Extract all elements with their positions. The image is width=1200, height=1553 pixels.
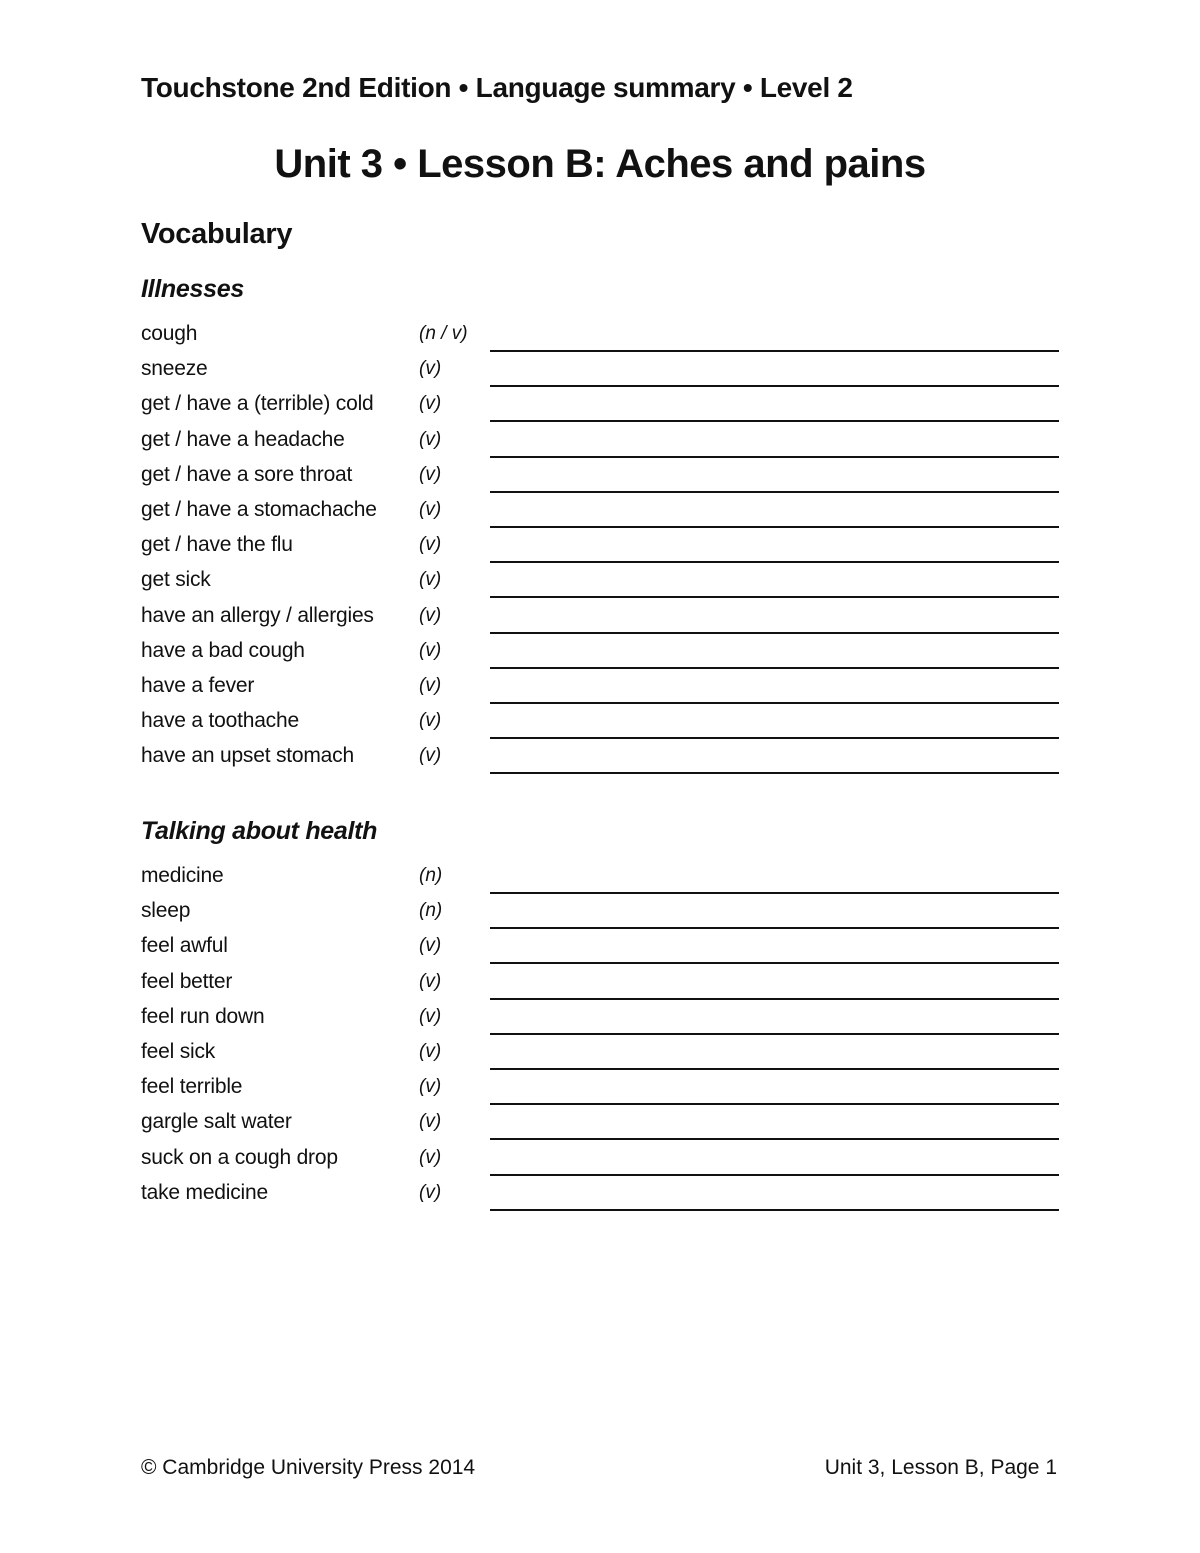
vocab-term: feel run down (141, 1004, 265, 1028)
vocab-row (141, 461, 1059, 496)
vocab-list-talking-about-health (141, 862, 1059, 1214)
part-of-speech: (v) (419, 1111, 442, 1133)
vocab-row (141, 968, 1059, 1003)
vocab-term: have an upset stomach (141, 744, 354, 768)
part-of-speech: (v) (419, 393, 442, 415)
vocab-term: have a bad cough (141, 638, 305, 662)
vocab-term: get / have a sore throat (141, 462, 353, 486)
vocab-term: get / have a stomachache (141, 497, 377, 521)
vocab-row (141, 897, 1059, 932)
answer-input[interactable] (490, 483, 1059, 493)
answer-input[interactable] (490, 1201, 1059, 1211)
vocab-term: sleep (141, 899, 191, 923)
vocab-term: feel better (141, 969, 233, 993)
answer-input[interactable] (490, 1130, 1059, 1140)
vocab-list-illnesses (141, 320, 1059, 777)
lesson-title: Unit 3 • Lesson B: Aches and pains (274, 142, 926, 186)
part-of-speech: (v) (419, 569, 442, 591)
answer-input[interactable] (490, 1166, 1059, 1176)
vocab-term: gargle salt water (141, 1110, 292, 1134)
part-of-speech: (v) (419, 463, 442, 485)
answer-input[interactable] (490, 1025, 1059, 1035)
answer-input[interactable] (490, 377, 1059, 387)
answer-input[interactable] (490, 729, 1059, 739)
vocab-term: get / have the flu (141, 533, 293, 557)
vocab-term: have a toothache (141, 709, 299, 733)
vocab-term: medicine (141, 864, 224, 887)
answer-input[interactable] (490, 624, 1059, 634)
vocab-term: suck on a cough drop (141, 1145, 338, 1169)
part-of-speech: (v) (419, 358, 442, 380)
part-of-speech: (v) (419, 745, 442, 767)
part-of-speech: (v) (419, 1005, 442, 1027)
answer-input[interactable] (490, 919, 1059, 929)
vocab-row (141, 566, 1059, 601)
group-heading-talking-about-health: Talking about health (141, 817, 378, 845)
part-of-speech: (n / v) (419, 323, 468, 344)
vocab-row (141, 932, 1059, 967)
answer-input[interactable] (490, 518, 1059, 528)
answer-input[interactable] (490, 412, 1059, 422)
vocab-row (141, 672, 1059, 707)
vocab-row (141, 862, 1059, 897)
part-of-speech: (v) (419, 639, 442, 661)
page-reference: Unit 3, Lesson B, Page 1 (824, 1456, 1057, 1479)
vocab-term: cough (141, 322, 198, 345)
answer-input[interactable] (490, 764, 1059, 774)
answer-input[interactable] (490, 1060, 1059, 1070)
copyright-text: © Cambridge University Press 2014 (141, 1456, 476, 1479)
vocab-term: get / have a (terrible) cold (141, 392, 374, 416)
vocab-row (141, 1038, 1059, 1073)
vocab-row (141, 1179, 1059, 1214)
vocab-term: feel awful (141, 934, 228, 958)
vocab-term: feel terrible (141, 1075, 243, 1099)
vocab-row (141, 602, 1059, 637)
vocab-row (141, 1108, 1059, 1143)
answer-input[interactable] (490, 694, 1059, 704)
part-of-speech: (v) (419, 604, 442, 626)
answer-input[interactable] (490, 1095, 1059, 1105)
section-heading-vocabulary: Vocabulary (141, 218, 293, 250)
answer-input[interactable] (490, 342, 1059, 352)
answer-input[interactable] (490, 553, 1059, 563)
part-of-speech: (v) (419, 710, 442, 732)
answer-input[interactable] (490, 448, 1059, 458)
part-of-speech: (v) (419, 428, 442, 450)
group-heading-illnesses: Illnesses (141, 275, 244, 303)
vocab-row (141, 637, 1059, 672)
part-of-speech: (v) (419, 1181, 442, 1203)
vocab-row (141, 1144, 1059, 1179)
part-of-speech: (v) (419, 1146, 442, 1168)
vocab-row (141, 496, 1059, 531)
vocab-row (141, 707, 1059, 742)
vocab-row (141, 1073, 1059, 1108)
vocab-term: get sick (141, 568, 211, 592)
series-title: Touchstone 2nd Edition • Language summary • Level 2 (141, 72, 853, 103)
vocab-term: sneeze (141, 357, 208, 381)
vocab-row (141, 355, 1059, 390)
vocab-term: get / have a headache (141, 427, 345, 451)
answer-input[interactable] (490, 990, 1059, 1000)
part-of-speech: (n) (419, 865, 443, 886)
vocab-term: feel sick (141, 1039, 216, 1063)
part-of-speech: (v) (419, 970, 442, 992)
part-of-speech: (v) (419, 498, 442, 520)
vocab-row (141, 320, 1059, 355)
answer-input[interactable] (490, 588, 1059, 598)
vocab-row (141, 390, 1059, 425)
part-of-speech: (v) (419, 1076, 442, 1098)
part-of-speech: (v) (419, 935, 442, 957)
answer-input[interactable] (490, 954, 1059, 964)
answer-input[interactable] (490, 659, 1059, 669)
vocab-row (141, 742, 1059, 777)
part-of-speech: (v) (419, 534, 442, 556)
vocab-term: have an allergy / allergies (141, 603, 374, 627)
answer-input[interactable] (490, 884, 1059, 894)
vocab-row (141, 531, 1059, 566)
vocab-term: take medicine (141, 1180, 268, 1204)
part-of-speech: (v) (419, 1040, 442, 1062)
vocab-row (141, 426, 1059, 461)
part-of-speech: (v) (419, 674, 442, 696)
part-of-speech: (n) (419, 900, 443, 922)
vocab-row (141, 1003, 1059, 1038)
vocab-term: have a fever (141, 673, 255, 697)
